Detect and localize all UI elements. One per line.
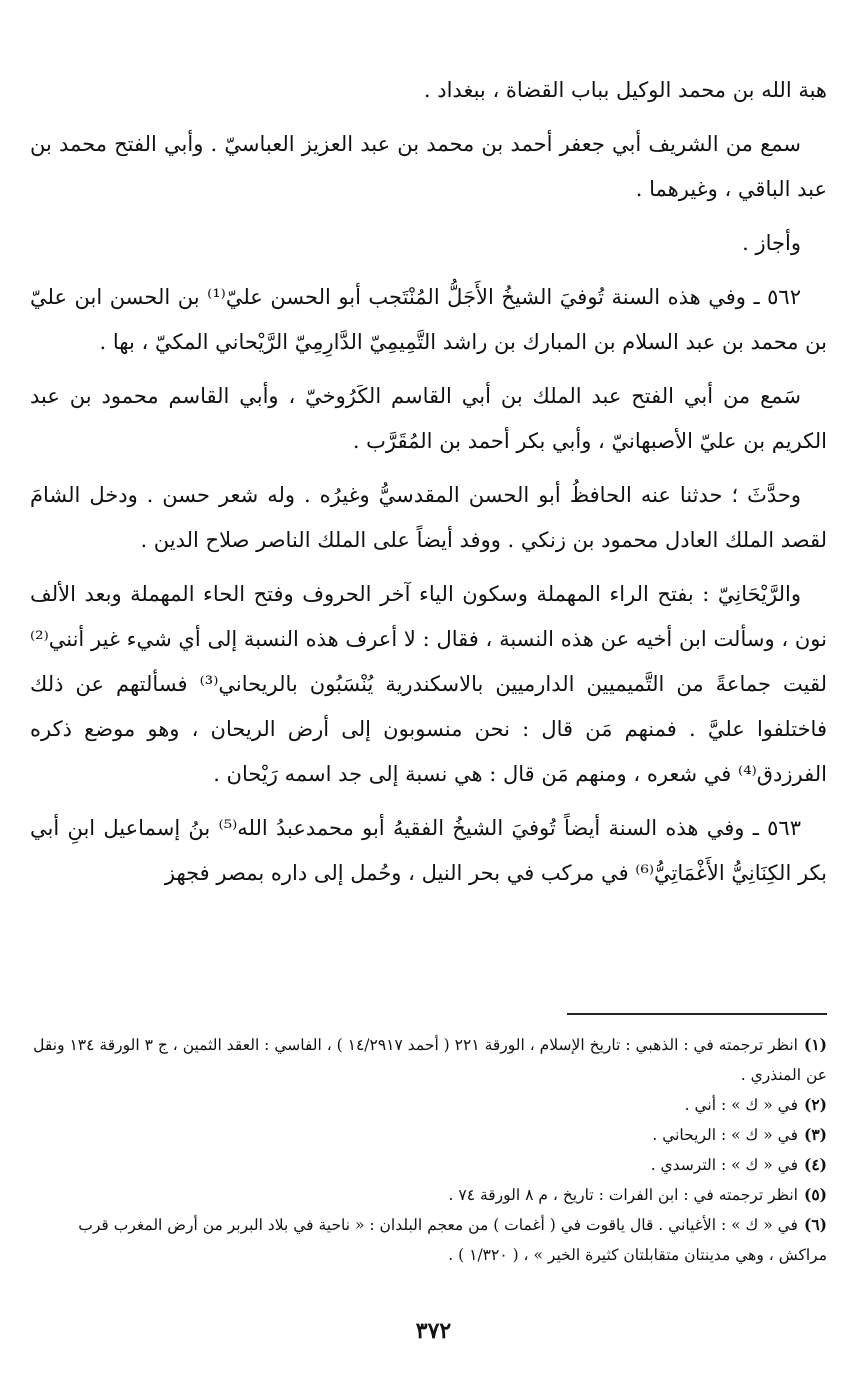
entry-562: ٥٦٢ ـ وفي هذه السنة تُوفيَ الشيخُ الأَجَلُّ المُنْتَجب أبو الحسن عليّ⁽¹⁾ بن الحسن ابن عليّ بن محمد بن عبد السلام بن المبارك بن راشد التَّمِيمِيّ الدَّارِمِيّ الرَّيْحاني المكيّ ، بها .: [30, 285, 827, 354]
footnote-6: [30, 1210, 827, 1270]
footnote-4: [30, 1150, 827, 1180]
footnote-text: انظر ترجمته في : الذهبي : تاريخ الإسلام ، الورقة ٢٢١ ( أحمد ١٤/٢٩١٧ ) ، الفاسي : العقد الثمين ، ج ٣ الورقة ١٣٤ ونقل عن المنذري .: [33, 1036, 827, 1084]
paragraph-continuation: هبة الله بن محمد الوكيل بباب القضاة ، ببغداد .: [423, 78, 827, 102]
footnote-number: (١): [803, 1035, 827, 1054]
footnote-2: [30, 1090, 827, 1120]
footnote-3: [30, 1120, 827, 1150]
paragraph-heard-from: سمع من الشريف أبي جعفر أحمد بن محمد بن عبد العزيز العباسيّ . وأبي الفتح محمد بن عبد الباقي ، وغيرهما .: [30, 132, 827, 201]
footnote-number: (٤): [803, 1155, 827, 1174]
footnote-text: في « ك » : الأغياني . قال ياقوت في ( أغمات ) من معجم البلدان : « ناحية في بلاد البربر من أرض المغرب قرب مراكش ، وهي مدينتان متقابلتان كثيرة الخير » ، ( ١/٣٢٠ ) .: [78, 1216, 827, 1264]
page-number: ٣٧٢: [415, 1318, 452, 1344]
footnote-number: (٥): [803, 1185, 827, 1204]
footnote-text: في « ك » : الترسدي .: [650, 1156, 798, 1174]
footnote-text: في « ك » : الريحاني .: [652, 1126, 798, 1144]
paragraph-licensed: وأجاز .: [742, 231, 801, 255]
entry-563: ٥٦٣ ـ وفي هذه السنة أيضاً تُوفيَ الشيخُ الفقيهُ أبو محمدعبدُ الله⁽⁵⁾ بنُ إسماعيل ابنِ أبي بكر الكِنَانِيُّ الأَغْمَاتِيُّ⁽⁶⁾ في مركب في بحر النيل ، وحُمل إلى داره بمصر فجهز: [30, 816, 827, 885]
footnote-number: (٣): [803, 1125, 827, 1144]
footnote-number: (٢): [803, 1095, 827, 1114]
footnote-text: في « ك » : أني .: [684, 1096, 798, 1114]
paragraph-narrated: وحدَّثَ ؛ حدثنا عنه الحافظُ أبو الحسن المقدسيُّ وغيرُه . وله شعر حسن . ودخل الشامَ لقصد الملك العادل محمود بن زنكي . ووفد أيضاً على الملك الناصر صلاح الدين .: [30, 483, 827, 552]
footnote-5: [30, 1180, 827, 1210]
paragraph-heard-from-562: سَمع من أبي الفتح عبد الملك بن أبي القاسم الكَرُوخيّ ، وأبي القاسم محمود بن عبد الكريم بن عليّ الأصبهانيّ ، وأبي بكر أحمد بن المُقَرَّب .: [30, 384, 827, 453]
paragraph-nisba-explanation: والرَّيْحَانِيّ : بفتح الراء المهملة وسكون الياء آخر الحروف وفتح الحاء المهملة وبعد الألف نون ، وسألت ابن أخيه عن هذه النسبة ، فقال : لا أعرف هذه النسبة إلى أي شيء غير أنني⁽²⁾ لقيت جماعةً من التَّميميين الدارميين بالاسكندرية يُنْسَبُون بالريحاني⁽³⁾ فسألتهم عن ذلك فاختلفوا عليَّ . فمنهم مَن قال : نحن منسوبون إلى أرض الريحان ، وهو موضع ذكره الفرزدق⁽⁴⁾ في شعره ، ومنهم مَن قال : هي نسبة إلى جد اسمه رَيْحان .: [30, 582, 827, 786]
footnote-1: [30, 1030, 827, 1090]
footnote-text: انظر ترجمته في : ابن الفرات : تاريخ ، م ٨ الورقة ٧٤ .: [448, 1186, 798, 1204]
main-text: [30, 68, 827, 905]
footnotes: [30, 1030, 827, 1270]
footnote-separator: [567, 1013, 827, 1015]
footnote-number: (٦): [803, 1215, 827, 1234]
